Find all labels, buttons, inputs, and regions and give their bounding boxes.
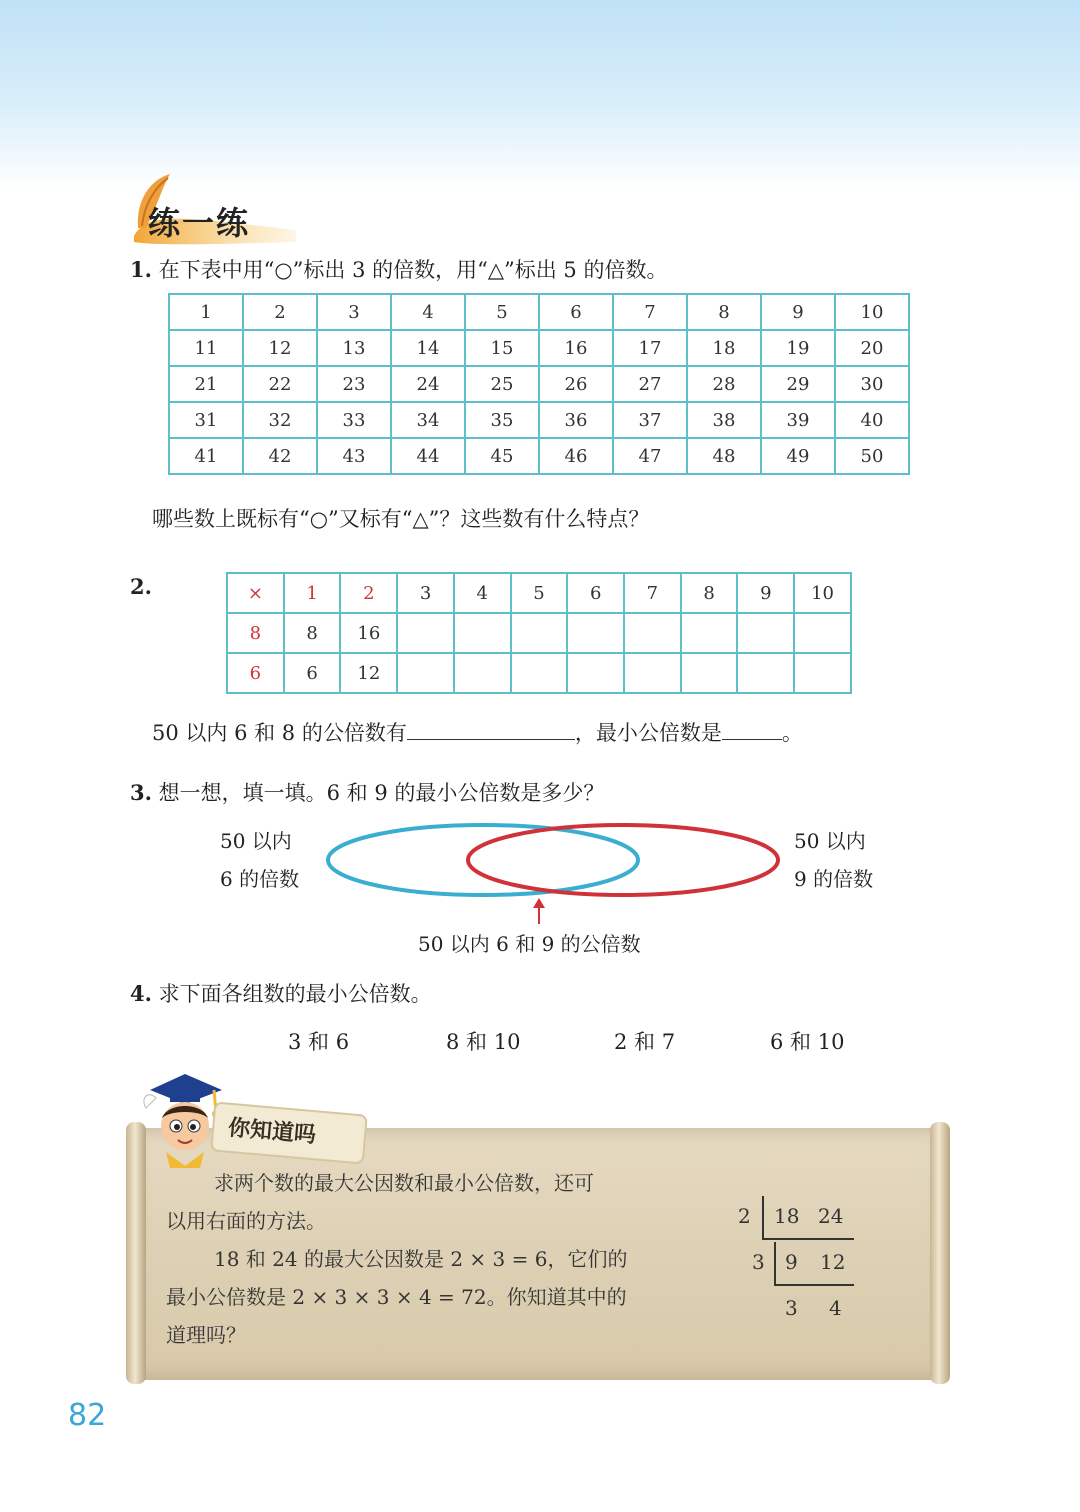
number-cell[interactable]: 41 [169,438,243,474]
times-table-header-cell: 4 [454,573,511,613]
times-table-blank-cell[interactable] [567,613,624,653]
times-table-row-label: 6 [227,653,284,693]
number-cell[interactable]: 1 [169,294,243,330]
common-multiples-blank[interactable] [407,719,575,740]
number-cell[interactable]: 33 [317,402,391,438]
dyk-line-4: 最小公倍数是 2 × 3 × 3 × 4 = 72。你知道其中的 [166,1285,627,1309]
times-table-header-cell: 1 [284,573,341,613]
sky-gradient-header [0,0,1080,190]
times-table-cell: 6 [284,653,341,693]
number-cell[interactable]: 28 [687,366,761,402]
number-cell[interactable]: 13 [317,330,391,366]
number-cell[interactable]: 48 [687,438,761,474]
times-table-blank-cell[interactable] [624,653,681,693]
times-table-blank-cell[interactable] [681,613,738,653]
number-cell[interactable]: 45 [465,438,539,474]
number-cell[interactable]: 9 [761,294,835,330]
number-cell[interactable]: 50 [835,438,909,474]
division-value: 3 [785,1296,798,1320]
number-cell[interactable]: 7 [613,294,687,330]
number-cell[interactable]: 34 [391,402,465,438]
number-pair: 6 和 10 [770,1030,845,1054]
venn-ellipse-6-multiples [328,825,638,895]
number-pair: 3 和 6 [288,1030,350,1054]
number-pair: 8 和 10 [446,1030,521,1054]
multiples-table-row [169,402,909,438]
division-value: 9 [785,1250,798,1274]
number-cell[interactable]: 32 [243,402,317,438]
dyk-line-2: 以用右面的方法。 [166,1209,326,1233]
number-cell[interactable]: 10 [835,294,909,330]
times-table-blank-cell[interactable] [794,613,851,653]
dyk-line-1: 求两个数的最大公因数和最小公倍数，还可 [214,1171,594,1195]
division-bracket-vertical [774,1242,776,1284]
multiples-table-row [169,438,909,474]
number-cell[interactable]: 30 [835,366,909,402]
number-cell[interactable]: 25 [465,366,539,402]
times-table-header-cell: 6 [567,573,624,613]
q1-number: 1. [130,257,152,282]
times-table-header-cell: 5 [511,573,568,613]
q1-prompt [130,254,667,284]
times-table-blank-cell[interactable] [737,613,794,653]
number-cell[interactable]: 4 [391,294,465,330]
q2-fill-end: 。 [781,721,803,745]
number-cell[interactable]: 39 [761,402,835,438]
times-table-header-cell: 7 [624,573,681,613]
number-cell[interactable]: 21 [169,366,243,402]
lcm-blank[interactable] [722,719,782,740]
venn-right-label [794,822,873,898]
division-value: 4 [829,1296,842,1320]
times-table-blank-cell[interactable] [624,613,681,653]
venn-left-label-line2: 6 的倍数 [220,867,300,891]
page-number: 82 [68,1398,107,1433]
times-table-header-row [227,573,851,613]
multiples-table-row [169,294,909,330]
did-you-know-badge-label: 你知道吗 [227,1115,317,1149]
number-cell[interactable]: 26 [539,366,613,402]
venn-ellipse-9-multiples [468,825,778,895]
number-cell[interactable]: 47 [613,438,687,474]
number-cell[interactable]: 11 [169,330,243,366]
division-value: 18 [774,1204,800,1228]
number-cell[interactable]: 29 [761,366,835,402]
times-table-cell: 16 [340,613,397,653]
division-bracket-horizontal [774,1284,854,1286]
times-table-header-cell: 9 [737,573,794,613]
multiples-table-row [169,366,909,402]
number-pair: 2 和 7 [614,1030,676,1054]
number-cell[interactable]: 8 [687,294,761,330]
number-cell[interactable]: 18 [687,330,761,366]
number-cell[interactable]: 40 [835,402,909,438]
number-cell[interactable]: 22 [243,366,317,402]
times-table-cell: 8 [284,613,341,653]
scroll-roll-right [930,1122,950,1384]
times-table-blank-cell[interactable] [681,653,738,693]
times-table-header-cell: 3 [397,573,454,613]
number-cell[interactable]: 36 [539,402,613,438]
venn-right-label-line2: 9 的倍数 [794,867,874,891]
q2-fill-line [152,717,803,747]
q4-number: 4. [130,981,152,1006]
number-cell[interactable]: 16 [539,330,613,366]
times-table-row [227,653,851,693]
times-table-blank-cell[interactable] [397,653,454,693]
q3-number: 3. [130,780,152,805]
times-table-blank-cell[interactable] [454,653,511,693]
times-table-blank-cell[interactable] [397,613,454,653]
times-table [226,572,852,694]
times-table-blank-cell[interactable] [737,653,794,693]
number-cell[interactable]: 12 [243,330,317,366]
multiples-table [168,293,910,475]
number-cell[interactable]: 49 [761,438,835,474]
q4-text: 求下面各组数的最小公倍数。 [158,982,432,1006]
q1-text: 在下表中用“○”标出 3 的倍数，用“△”标出 5 的倍数。 [158,258,668,282]
number-cell[interactable]: 3 [317,294,391,330]
number-cell[interactable]: 23 [317,366,391,402]
times-table-cell: 12 [340,653,397,693]
q2-fill-part2: ，最小公倍数是 [574,721,722,745]
number-cell[interactable]: 46 [539,438,613,474]
number-cell[interactable]: 5 [465,294,539,330]
arrow-up-icon [533,898,545,908]
times-table-blank-cell[interactable] [511,653,568,693]
section-title: 练一练 [148,204,251,242]
times-table-header-cell: × [227,573,284,613]
q1-followup: 哪些数上既标有“○”又标有“△”？这些数有什么特点？ [152,507,650,531]
dyk-line-3: 18 和 24 的最大公因数是 2 × 3 = 6，它们的 [214,1247,628,1271]
number-cell[interactable]: 2 [243,294,317,330]
number-cell[interactable]: 27 [613,366,687,402]
times-table-header-cell: 10 [794,573,851,613]
times-table-header-cell: 2 [340,573,397,613]
venn-diagram [300,812,800,932]
times-table-blank-cell[interactable] [454,613,511,653]
venn-left-label-line1: 50 以内 [220,829,292,853]
number-cell[interactable]: 6 [539,294,613,330]
number-cell[interactable]: 20 [835,330,909,366]
number-cell[interactable]: 43 [317,438,391,474]
number-cell[interactable]: 31 [169,402,243,438]
division-bracket-vertical [762,1196,764,1238]
number-cell[interactable]: 14 [391,330,465,366]
q2-fill-part1: 50 以内 6 和 8 的公倍数有 [152,721,407,745]
number-cell[interactable]: 15 [465,330,539,366]
times-table-row [227,613,851,653]
multiples-table-row [169,330,909,366]
venn-left-label [220,822,299,898]
number-cell[interactable]: 35 [465,402,539,438]
number-cell[interactable]: 24 [391,366,465,402]
dyk-line-5: 道理吗？ [166,1323,246,1347]
times-table-header-cell: 8 [681,573,738,613]
times-table-blank-cell[interactable] [567,653,624,693]
venn-right-label-line1: 50 以内 [794,829,866,853]
division-value: 12 [820,1250,846,1274]
q3-text: 想一想，填一填。6 和 9 的最小公倍数是多少？ [158,781,605,805]
q2-number: 2. [130,574,152,599]
division-bracket-horizontal [762,1238,854,1240]
q3-prompt [130,777,604,807]
number-cell[interactable]: 17 [613,330,687,366]
division-divisor-2: 3 [752,1250,765,1274]
times-table-blank-cell[interactable] [794,653,851,693]
q4-prompt [130,978,432,1008]
number-cell[interactable]: 37 [613,402,687,438]
number-cell[interactable]: 44 [391,438,465,474]
times-table-blank-cell[interactable] [511,613,568,653]
number-cell[interactable]: 42 [243,438,317,474]
venn-intersection-label: 50 以内 6 和 9 的公倍数 [418,932,641,956]
number-cell[interactable]: 19 [761,330,835,366]
division-divisor-1: 2 [738,1204,751,1228]
division-value: 24 [818,1204,844,1228]
section-heading [128,170,298,248]
number-cell[interactable]: 38 [687,402,761,438]
times-table-row-label: 8 [227,613,284,653]
